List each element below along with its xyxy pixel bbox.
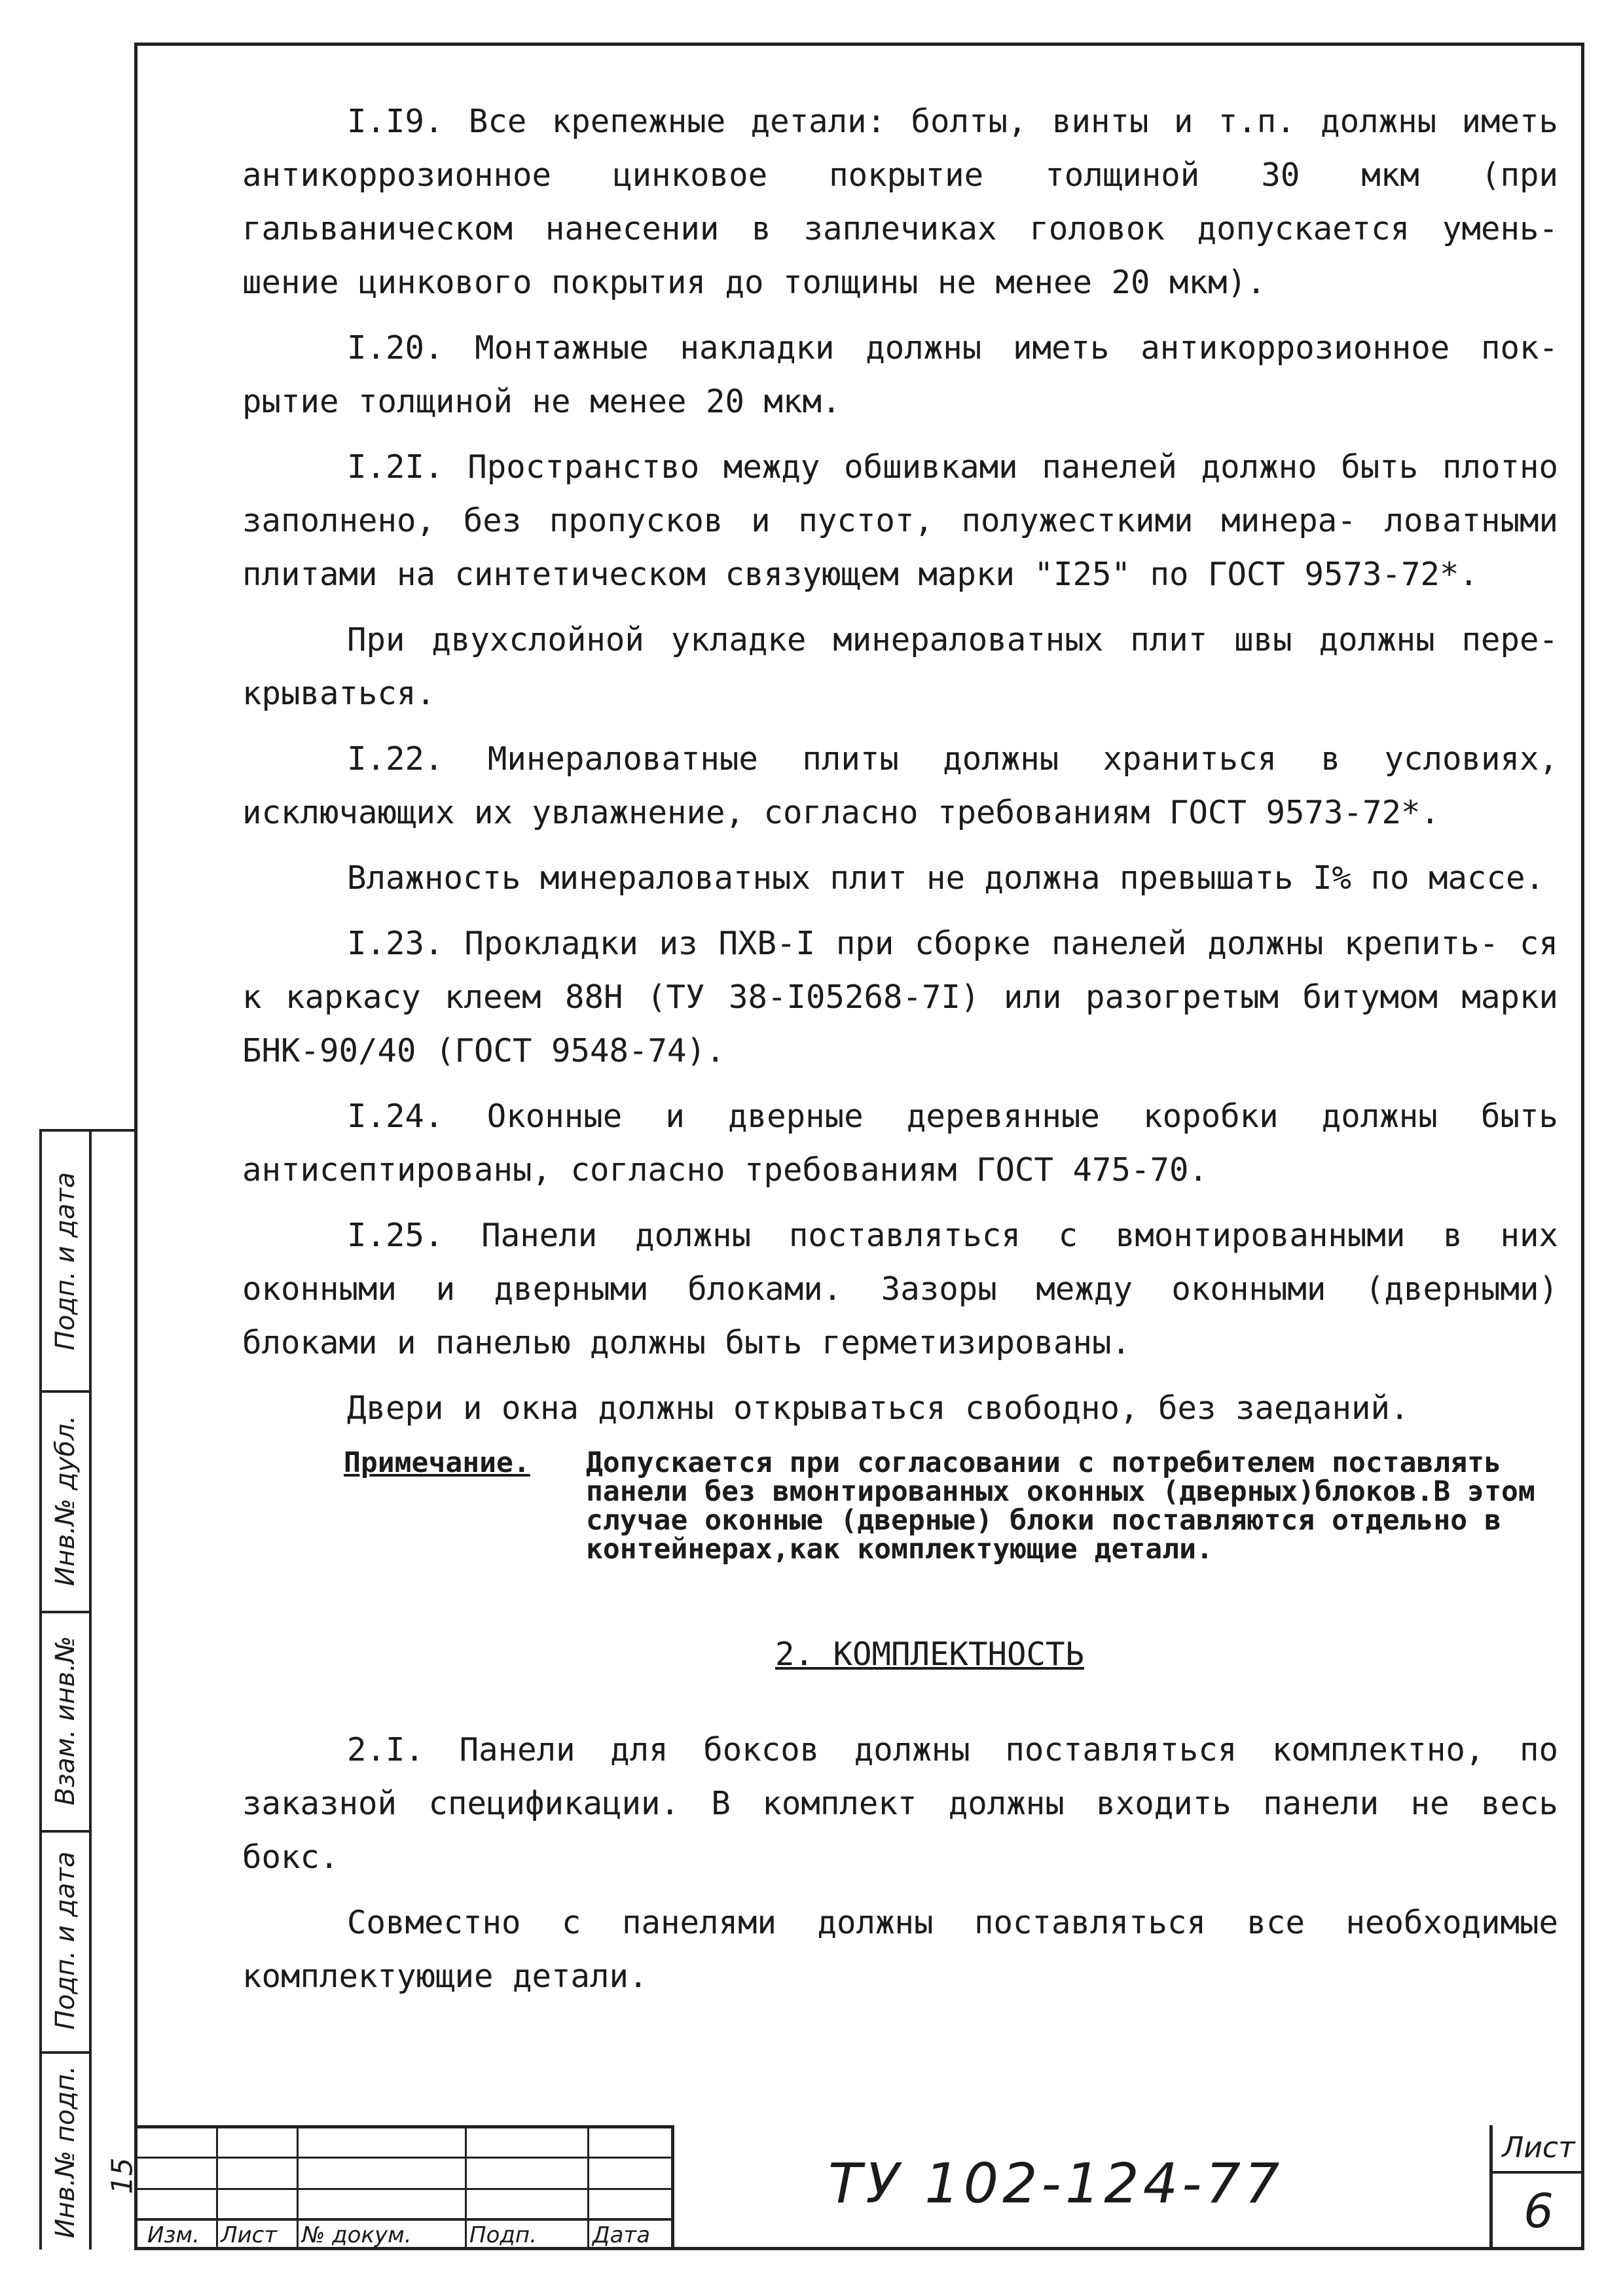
document-body xyxy=(242,95,1558,2015)
side-stamp-number: 15 xyxy=(105,2157,139,2195)
side-cell-dup-inv xyxy=(42,1390,89,1613)
tb-col-line xyxy=(216,2125,218,2250)
paragraph-humidity: Влажность минераловатных плит не должна превышать I% по массе. xyxy=(347,859,1545,897)
tb-row-line xyxy=(134,2188,671,2190)
side-stamp-column xyxy=(42,1132,92,2250)
note-text: Допускается при согласовании с потребителем поставлять панели без вмонтированных оконных (дверных)блоков.В этом случае оконные (дверные) блоки поставляются отдельно в контейнерах,как комплектующие детали. xyxy=(586,1446,1535,1566)
note-block xyxy=(242,1448,1558,1564)
side-label: Инв.№ дубл. xyxy=(50,1415,81,1586)
paragraph-components: Совместно с панелями должны поставляться все необходимые комплектующие детали. xyxy=(242,1904,1558,1995)
paragraph-1-24: I.24. Оконные и дверные деревянные коробки должны быть антисептированы, согласно требованиям ГОСТ 475-70. xyxy=(242,1098,1558,1189)
tb-divider xyxy=(671,2125,674,2250)
tb-col-line xyxy=(465,2125,467,2250)
tb-header-date: Дата xyxy=(593,2222,651,2248)
paragraph-1-20: I.20. Монтажные накладки должны иметь антикоррозионное пок- рытие толщиной не менее 20 мкм. xyxy=(242,329,1558,420)
sheet-number: 6 xyxy=(1523,2183,1554,2238)
side-label: Подп. и дата xyxy=(50,1172,81,1350)
side-stamp xyxy=(39,1129,137,2250)
paragraph-1-19: I.I9. Все крепежные детали: болты, винты и т.п. должны иметь антикоррозионное цинковое покрытие толщиной 30 мкм (при гальваническом нанесении в заплечиках головок допускается умень- шение цинкового покрытия до толщины не менее 20 мкм). xyxy=(242,103,1558,301)
side-label: Инв.№ подп. xyxy=(50,2065,81,2238)
tb-row-line xyxy=(134,2157,671,2159)
paragraph-two-layer: При двухслойной укладке минераловатных плит швы должны пере- крываться. xyxy=(242,621,1558,712)
side-cell-sign-date-1 xyxy=(42,1132,89,1393)
tb-header-signature: Подп. xyxy=(469,2222,537,2248)
tb-col-line xyxy=(297,2125,299,2250)
sheet-box xyxy=(1489,2125,1584,2250)
tb-row-line xyxy=(134,2218,671,2221)
tb-row-line xyxy=(134,2125,671,2128)
paragraph-1-23: I.23. Прокладки из ПХВ-I при сборке панелей должны крепить- ся к каркасу клеем 88Н (ТУ 38-I05268-7I) или разогретым битумом марки БНК-90/40 (ГОСТ 9548-74). xyxy=(242,925,1558,1069)
paragraph-1-25: I.25. Панели должны поставляться с вмонтированными в них оконными и дверными блоками. Зазоры между оконными (дверными) блоками и панелью должны быть герметизированы. xyxy=(242,1217,1558,1361)
paragraph-1-21: I.2I. Пространство между обшивками панелей должно быть плотно заполнено, без пропусков и пустот, полужесткими минера- ловатными плитами на синтетическом связующем марки "I25" по ГОСТ 9573-72*. xyxy=(242,448,1558,593)
section-heading: 2. КОМПЛЕКТНОСТЬ xyxy=(775,1636,1084,1673)
paragraph-doors: Двери и окна должны открываться свободно, без заеданий. xyxy=(347,1390,1410,1427)
tb-header-change: Изм. xyxy=(147,2222,200,2248)
side-cell-replace-inv xyxy=(42,1611,89,1833)
title-block xyxy=(134,2125,1584,2250)
document-code: ТУ 102-124-77 xyxy=(828,2151,1284,2215)
tb-header-sheet: Лист xyxy=(221,2222,278,2248)
side-cell-sign-date-2 xyxy=(42,1830,89,2054)
side-cell-orig-inv xyxy=(42,2051,89,2252)
revision-table xyxy=(134,2125,671,2250)
paragraph-2-1: 2.I. Панели для боксов должны поставляться комплектно, по заказной спецификации. В комплект должны входить панели не весь бокс. xyxy=(242,1731,1558,1876)
side-label: Подп. и дата xyxy=(50,1851,81,2030)
paragraph-1-22: I.22. Минераловатные плиты должны храниться в условиях, исключающих их увлажнение, согласно требованиям ГОСТ 9573-72*. xyxy=(242,740,1558,831)
sheet-label: Лист xyxy=(1493,2125,1584,2174)
tb-header-doc-number: № докум. xyxy=(302,2222,412,2248)
side-label: Взам. инв.№ xyxy=(50,1636,81,1805)
note-label: Примечание. xyxy=(344,1446,530,1479)
tb-col-line xyxy=(587,2125,589,2250)
